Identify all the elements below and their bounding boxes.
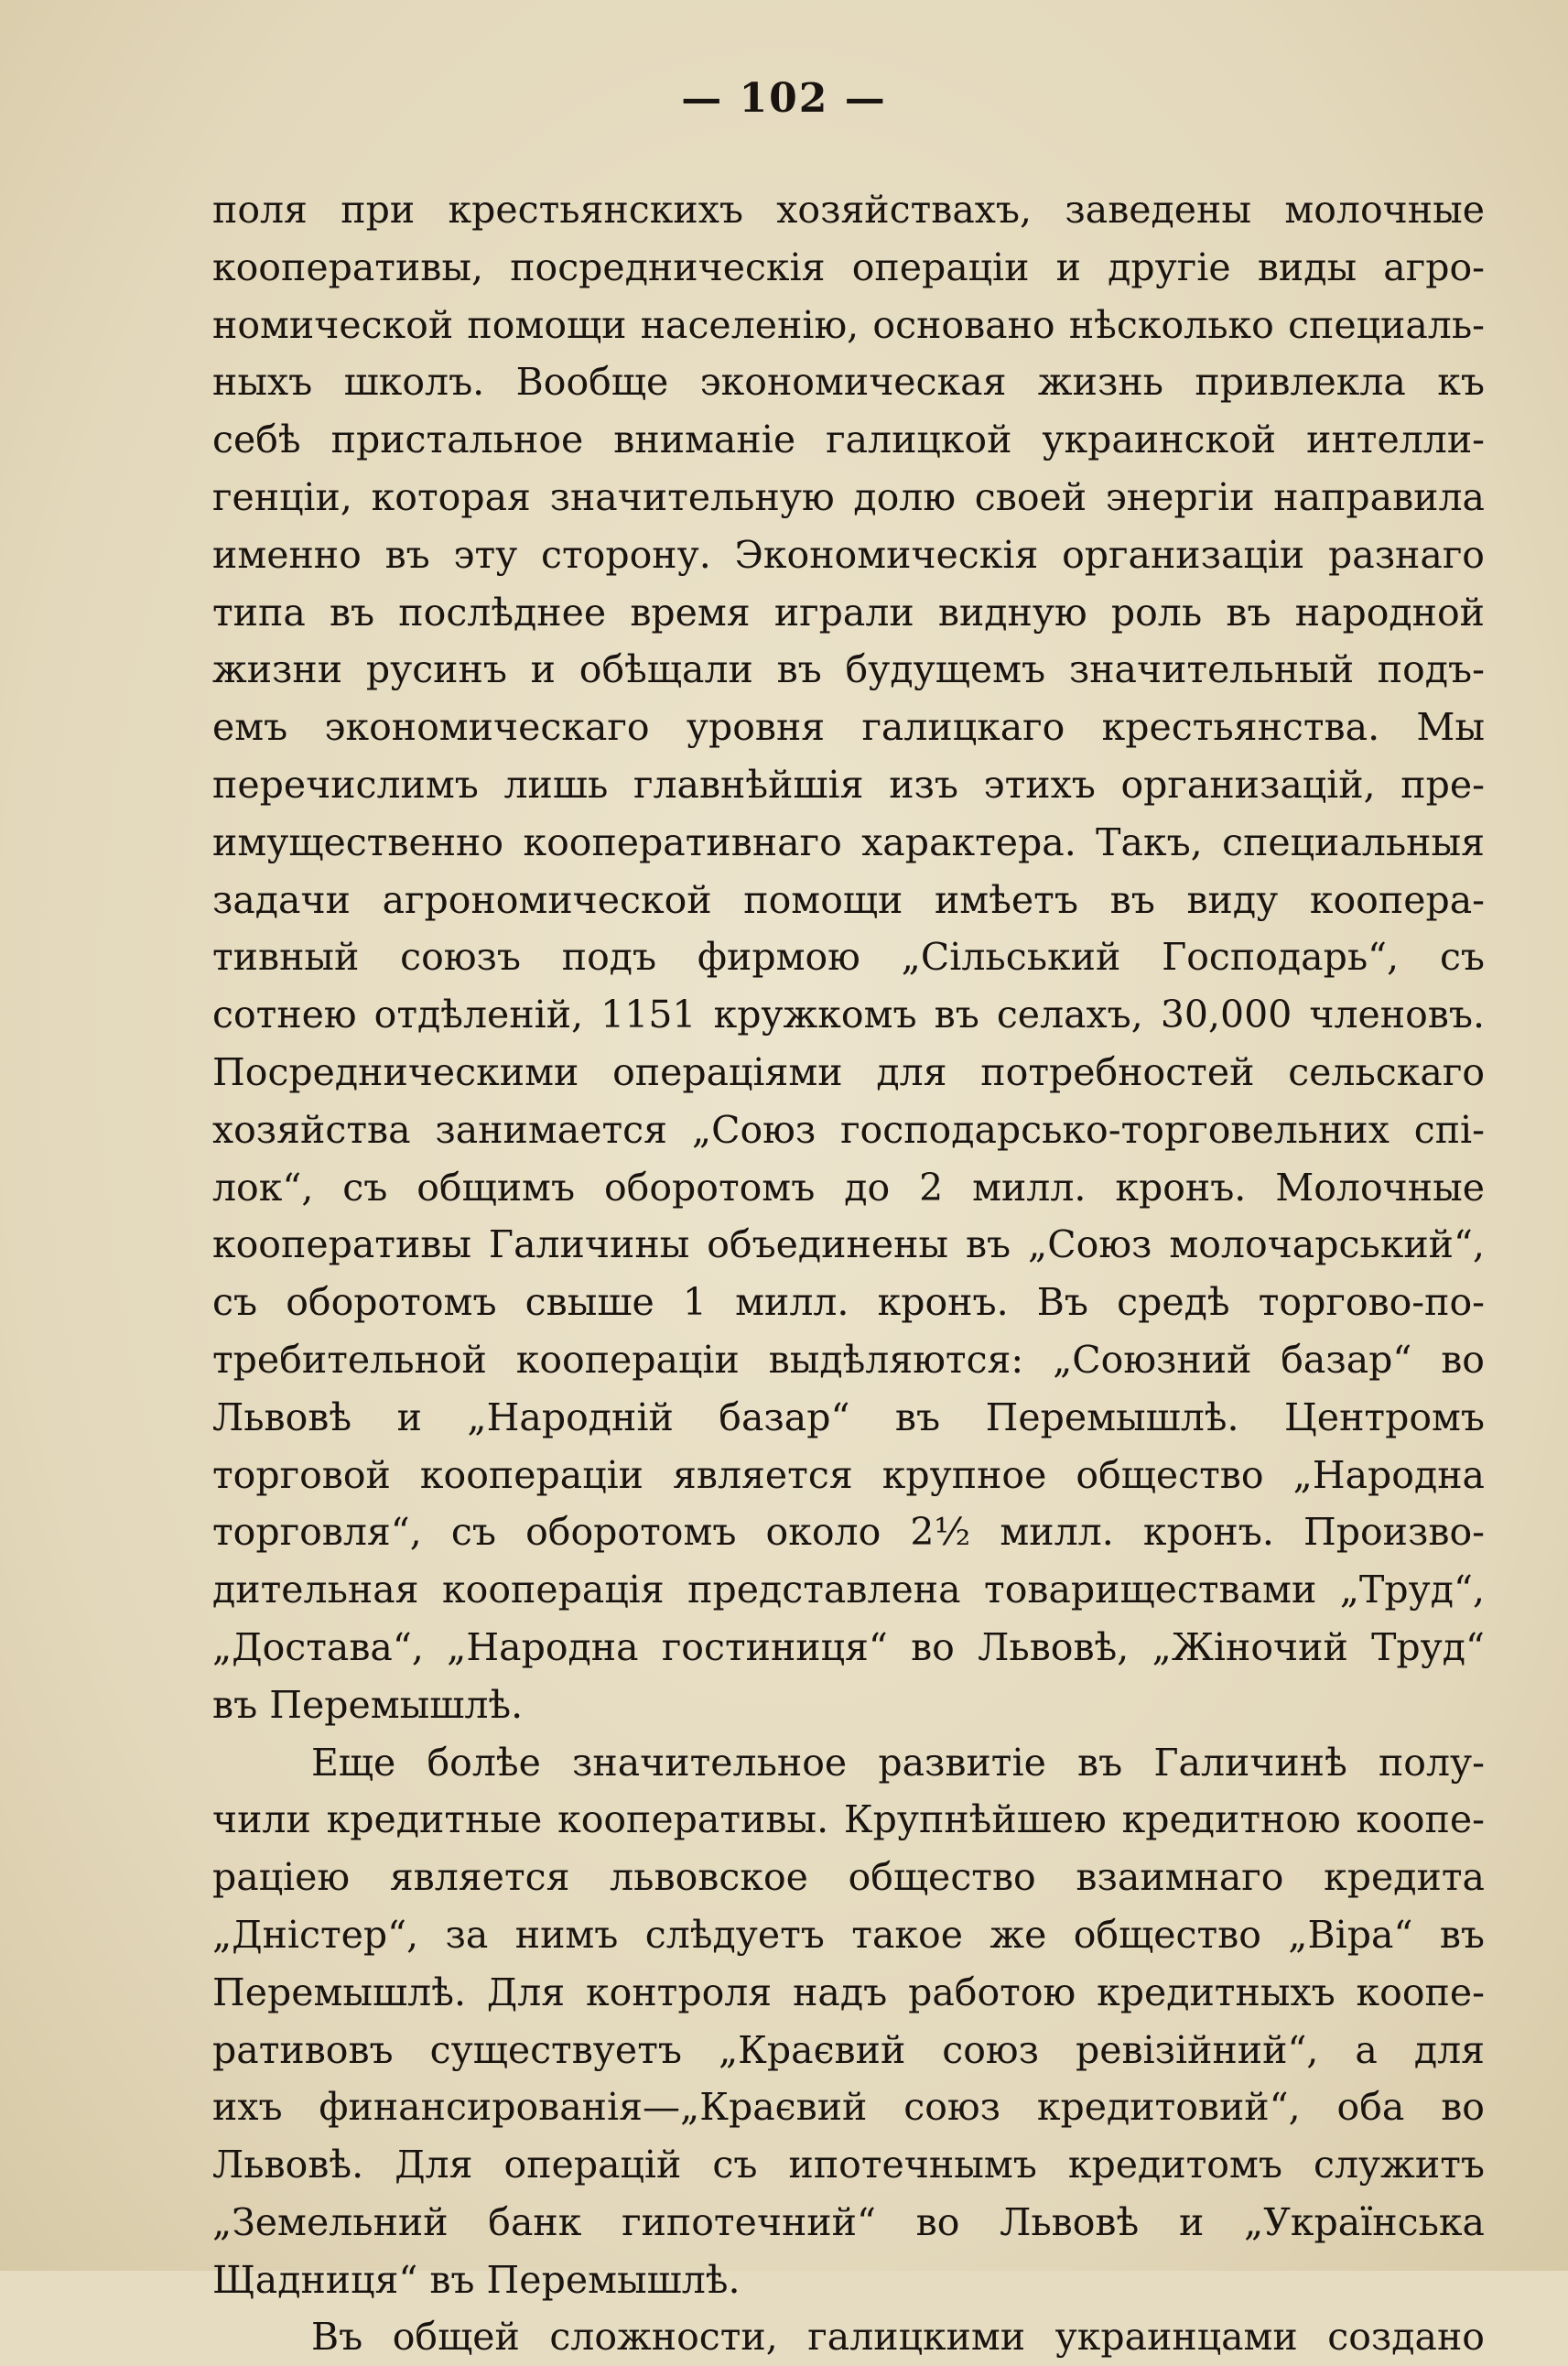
text-line: перечислимъ лишь главнѣйшія изъ этихъ организацій, пре- (212, 762, 1485, 807)
text-line: ихъ финансированія—„Краєвий союз кредитовий“, оба во (212, 2085, 1485, 2130)
text-line: съ оборотомъ свыше 1 милл. кронъ. Въ средѣ торгово-по- (212, 1280, 1485, 1325)
text-line: дительная кооперація представлена товариществами „Труд“, (212, 1568, 1485, 1612)
text-line: лок“, съ общимъ оборотомъ до 2 милл. кронъ. Молочные (212, 1165, 1485, 1210)
text-line: Въ общей сложности, галицкими украинцами создано (311, 2315, 1485, 2360)
text-line: кооперативы Галичины объединены въ „Союз молочарський“, (212, 1222, 1485, 1267)
text-line: кооперативы, посредническія операціи и другіе виды агро- (212, 244, 1485, 289)
text-line: торговой коопераціи является крупное общество „Народна (212, 1452, 1485, 1497)
text-line: Посредническими операціями для потребностей сельскаго (212, 1049, 1485, 1094)
text-line: ныхъ школъ. Вообще экономическая жизнь привлекла къ (212, 360, 1485, 405)
text-line: въ Перемышлѣ. (212, 1682, 524, 1727)
text-line: номической помощи населенію, основано нѣсколько специаль- (212, 302, 1485, 347)
text-line: себѣ пристальное вниманіе галицкой украинской интелли- (212, 418, 1485, 462)
text-line: Перемышлѣ. Для контроля надъ работою кредитныхъ коопе- (212, 1970, 1485, 2014)
text-line: Еще болѣе значительное развитіе въ Галичинѣ полу- (311, 1740, 1485, 1785)
text-line: требительной коопераціи выдѣляются: „Союзний базар“ во (212, 1337, 1485, 1382)
text-line: раціею является львовское общество взаимнаго кредита (212, 1855, 1485, 1900)
body-text (212, 181, 1485, 2366)
text-line: тивный союзъ подъ фирмою „Сільський Господарь“, съ (212, 935, 1485, 980)
text-line: „Дністер“, за нимъ слѣдуетъ такое же общество „Віра“ въ (212, 1912, 1485, 1957)
text-line: хозяйства занимается „Союз господарсько-торговельних спі- (212, 1107, 1485, 1152)
text-line: имущественно кооперативнаго характера. Такъ, специальныя (212, 819, 1485, 864)
text-line: жизни русинъ и обѣщали въ будущемъ значительный подъ- (212, 647, 1485, 692)
text-line: торговля“, съ оборотомъ около 2½ милл. кронъ. Произво- (212, 1510, 1485, 1555)
text-line: поля при крестьянскихъ хозяйствахъ, заведены молочные (212, 188, 1485, 232)
text-line: чили кредитные кооперативы. Крупнѣйшею кредитною коопе- (212, 1797, 1485, 1842)
text-line: генціи, которая значительную долю своей энергіи направила (212, 474, 1485, 519)
text-line: емъ экономическаго уровня галицкаго крестьянства. Мы (212, 705, 1485, 750)
text-line: ративовъ существуетъ „Краєвий союз ревізійний“, а для (212, 2027, 1485, 2072)
text-line: сотнею отдѣленій, 1151 кружкомъ въ селахъ, 30,000 членовъ. (212, 993, 1485, 1037)
text-line: Львовѣ. Для операцій съ ипотечнымъ кредитомъ служитъ (212, 2143, 1485, 2187)
text-line: задачи агрономической помощи имѣетъ въ виду коопера- (212, 877, 1485, 922)
text-line: именно въ эту сторону. Экономическія организаціи разнаго (212, 532, 1485, 577)
text-line: „Земельний банк гипотечний“ во Львовѣ и „Українська (212, 2199, 1485, 2244)
text-line: Щадниця“ въ Перемышлѣ. (212, 2257, 741, 2302)
text-line: „Достава“, „Народна гостиниця“ во Львовѣ, „Жіночий Труд“ (212, 1624, 1485, 1669)
text-line: типа въ послѣднее время играли видную роль въ народной (212, 590, 1485, 635)
page-number: — 102 — (681, 75, 887, 122)
text-line: Львовѣ и „Народній базар“ въ Перемышлѣ. Центромъ (212, 1395, 1485, 1439)
